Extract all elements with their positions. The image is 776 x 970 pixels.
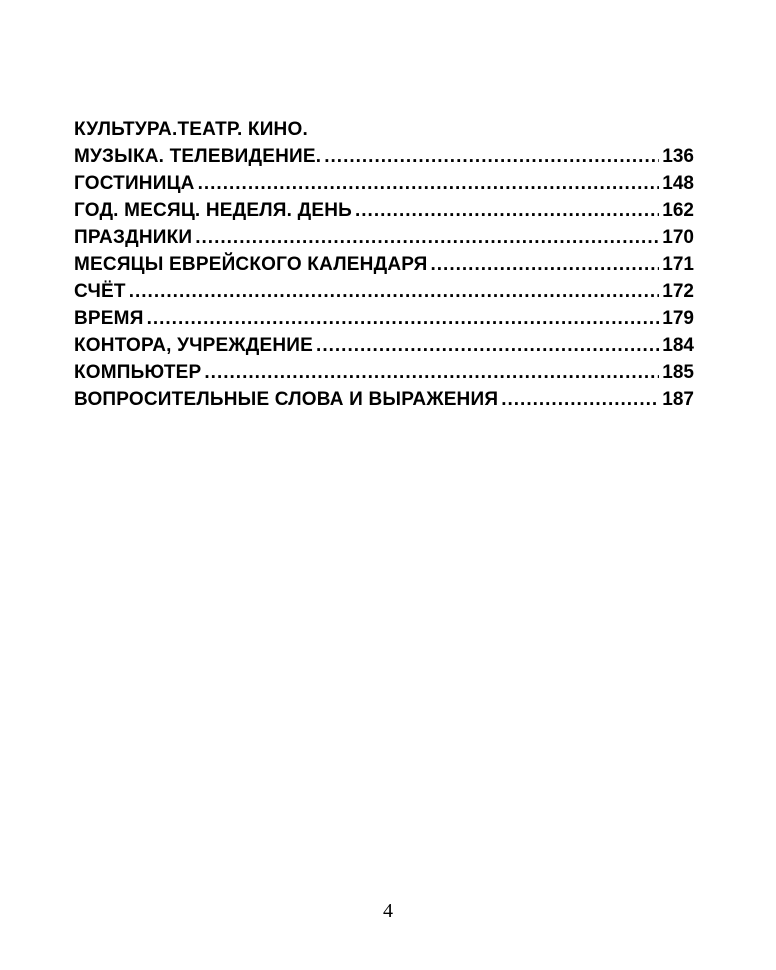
dot-leader [204, 359, 659, 386]
page-number: 4 [383, 900, 393, 922]
toc-entry-title: ВОПРОСИТЕЛЬНЫЕ СЛОВА И ВЫРАЖЕНИЯ [74, 389, 499, 410]
toc-entry-title: ПРАЗДНИКИ [74, 227, 193, 248]
toc-entry-page: 187 [662, 389, 694, 410]
toc-entry-title: ВРЕМЯ [74, 308, 144, 329]
toc-section-heading: КУЛЬТУРА.ТЕАТР. КИНО. [74, 119, 308, 140]
toc-entry [74, 386, 694, 413]
toc-entry [74, 170, 694, 197]
dot-leader [195, 224, 659, 251]
toc-entry-title: СЧЁТ [74, 281, 126, 302]
toc-entry-title: ГОСТИНИЦА [74, 173, 195, 194]
toc-entry-title: КОНТОРА, УЧРЕЖДЕНИЕ [74, 335, 314, 356]
toc-entry-page: 185 [662, 362, 694, 383]
dot-leader [316, 332, 659, 359]
table-of-contents [74, 116, 694, 413]
toc-entry [74, 305, 694, 332]
toc-entry-page: 148 [662, 173, 694, 194]
toc-entry-title: ГОД. МЕСЯЦ. НЕДЕЛЯ. ДЕНЬ [74, 200, 352, 221]
toc-entry-page: 172 [662, 281, 694, 302]
dot-leader [147, 305, 660, 332]
toc-entry-page: 170 [662, 227, 694, 248]
toc-entry-title: МУЗЫКА. ТЕЛЕВИДЕНИЕ. [74, 146, 322, 167]
toc-entry-page: 171 [662, 254, 694, 275]
toc-entry [74, 332, 694, 359]
toc-entry [74, 197, 694, 224]
dot-leader [501, 386, 659, 413]
toc-entry-page: 136 [662, 146, 694, 167]
toc-entry-page: 179 [662, 308, 694, 329]
dot-leader [431, 251, 660, 278]
dot-leader [198, 170, 660, 197]
toc-entry-page: 184 [662, 335, 694, 356]
dot-leader [129, 278, 660, 305]
toc-entry [74, 359, 694, 386]
toc-entry [74, 224, 694, 251]
toc-entry [74, 143, 694, 170]
toc-entry [74, 278, 694, 305]
toc-entry-title: КОМПЬЮТЕР [74, 362, 202, 383]
toc-entry [74, 251, 694, 278]
dot-leader [355, 197, 659, 224]
toc-entry-title: МЕСЯЦЫ ЕВРЕЙСКОГО КАЛЕНДАРЯ [74, 254, 428, 275]
dot-leader [324, 143, 659, 170]
toc-entry-page: 162 [662, 200, 694, 221]
